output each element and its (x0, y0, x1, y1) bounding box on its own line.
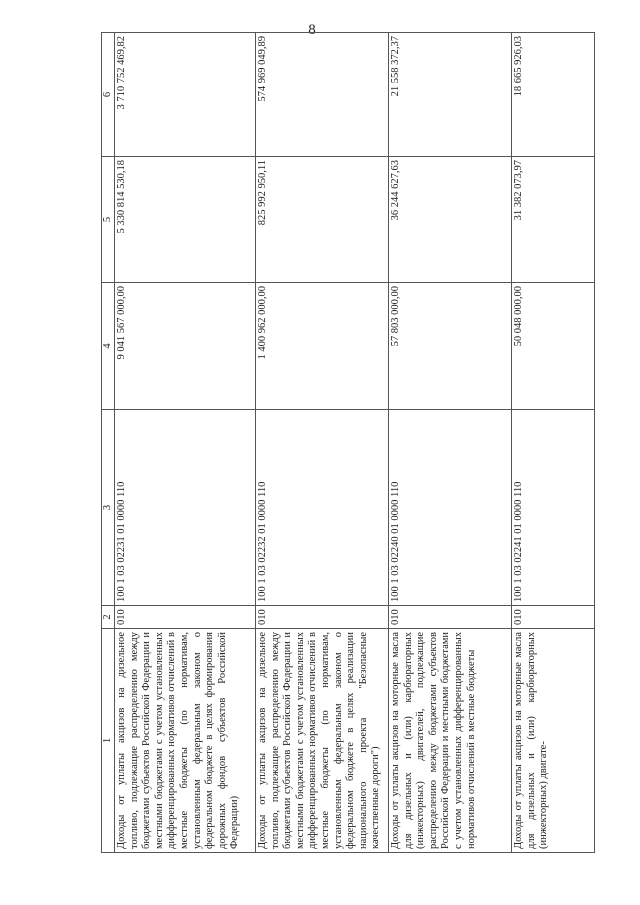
revenue-table (101, 32, 595, 853)
header-row (102, 33, 115, 853)
row-admin-code: 010 (115, 606, 256, 629)
row-kbk-code: 100 1 03 02241 01 0000 110 (512, 410, 595, 606)
row-description: Доходы от уплаты акцизов на моторные масла для дизельных и (или) карбюраторных (инжекторных) двигателей, подлежащие распределению между бюджетами субъектов Российской Федерации и местными бюджетами с учетом установленных дифференцированных нормативов отчислений в местные бюджеты (389, 629, 512, 853)
table-row (389, 33, 512, 853)
row-description (512, 629, 595, 853)
row-description: Доходы от уплаты акцизов на дизельное топливо, подлежащие распределению между бюджетами субъектов Российской Федерации и местными бюджетами с учетом установленных дифференцированных нормативов отчислений в местные бюджеты (по нормативам, установленным федеральным законом о федеральном бюджете в целях формирования дорожных фондов субъектов Российской Федерации) (115, 629, 256, 853)
row-kbk-code: 100 1 03 02231 01 0000 110 (115, 410, 256, 606)
row-col5-value: 36 244 627,63 (389, 157, 512, 283)
row-description-text: Доходы от уплаты акцизов на моторные масла для дизельных и (или) карбюраторных (инжекторных) двигате- (513, 632, 550, 849)
row-col5-value: 5 330 814 530,18 (115, 157, 256, 283)
header-cell-4: 4 (102, 283, 115, 410)
header-cell-6: 6 (102, 33, 115, 157)
row-admin-code: 010 (256, 606, 389, 629)
row-col4-value: 57 803 000,00 (389, 283, 512, 410)
header-cell-3: 3 (102, 410, 115, 606)
table-row (115, 33, 256, 853)
row-col4-value: 1 400 962 000,00 (256, 283, 389, 410)
header-cell-1: 1 (102, 629, 115, 853)
row-kbk-code: 100 1 03 02232 01 0000 110 (256, 410, 389, 606)
row-col5-value: 825 992 950,11 (256, 157, 389, 283)
row-col6-value: 18 665 926,03 (512, 33, 595, 157)
header-cell-2: 2 (102, 606, 115, 629)
rotated-table-container (101, 33, 593, 853)
header-cell-5: 5 (102, 157, 115, 283)
row-col5-value: 31 382 073,97 (512, 157, 595, 283)
row-col6-value: 21 558 372,37 (389, 33, 512, 157)
row-description: Доходы от уплаты акцизов на дизельное топливо, подлежащие распределению между бюджетами субъектов Российской Федерации и местными бюджетами с учетом установленных дифференцированных нормативов отчислений в местные бюджеты (по нормативам, установленным федеральным законом о федеральном бюджете в целях реализации национального проекта "Безопасные качественные дороги") (256, 629, 389, 853)
row-col6-value: 3 710 752 469,82 (115, 33, 256, 157)
row-col4-value: 9 041 567 000,00 (115, 283, 256, 410)
row-col6-value: 574 969 049,89 (256, 33, 389, 157)
page-number: 8 (308, 22, 316, 38)
row-admin-code: 010 (512, 606, 595, 629)
row-admin-code: 010 (389, 606, 512, 629)
table-row (512, 33, 595, 853)
row-kbk-code: 100 1 03 02240 01 0000 110 (389, 410, 512, 606)
table-row (256, 33, 389, 853)
row-col4-value: 50 048 000,00 (512, 283, 595, 410)
